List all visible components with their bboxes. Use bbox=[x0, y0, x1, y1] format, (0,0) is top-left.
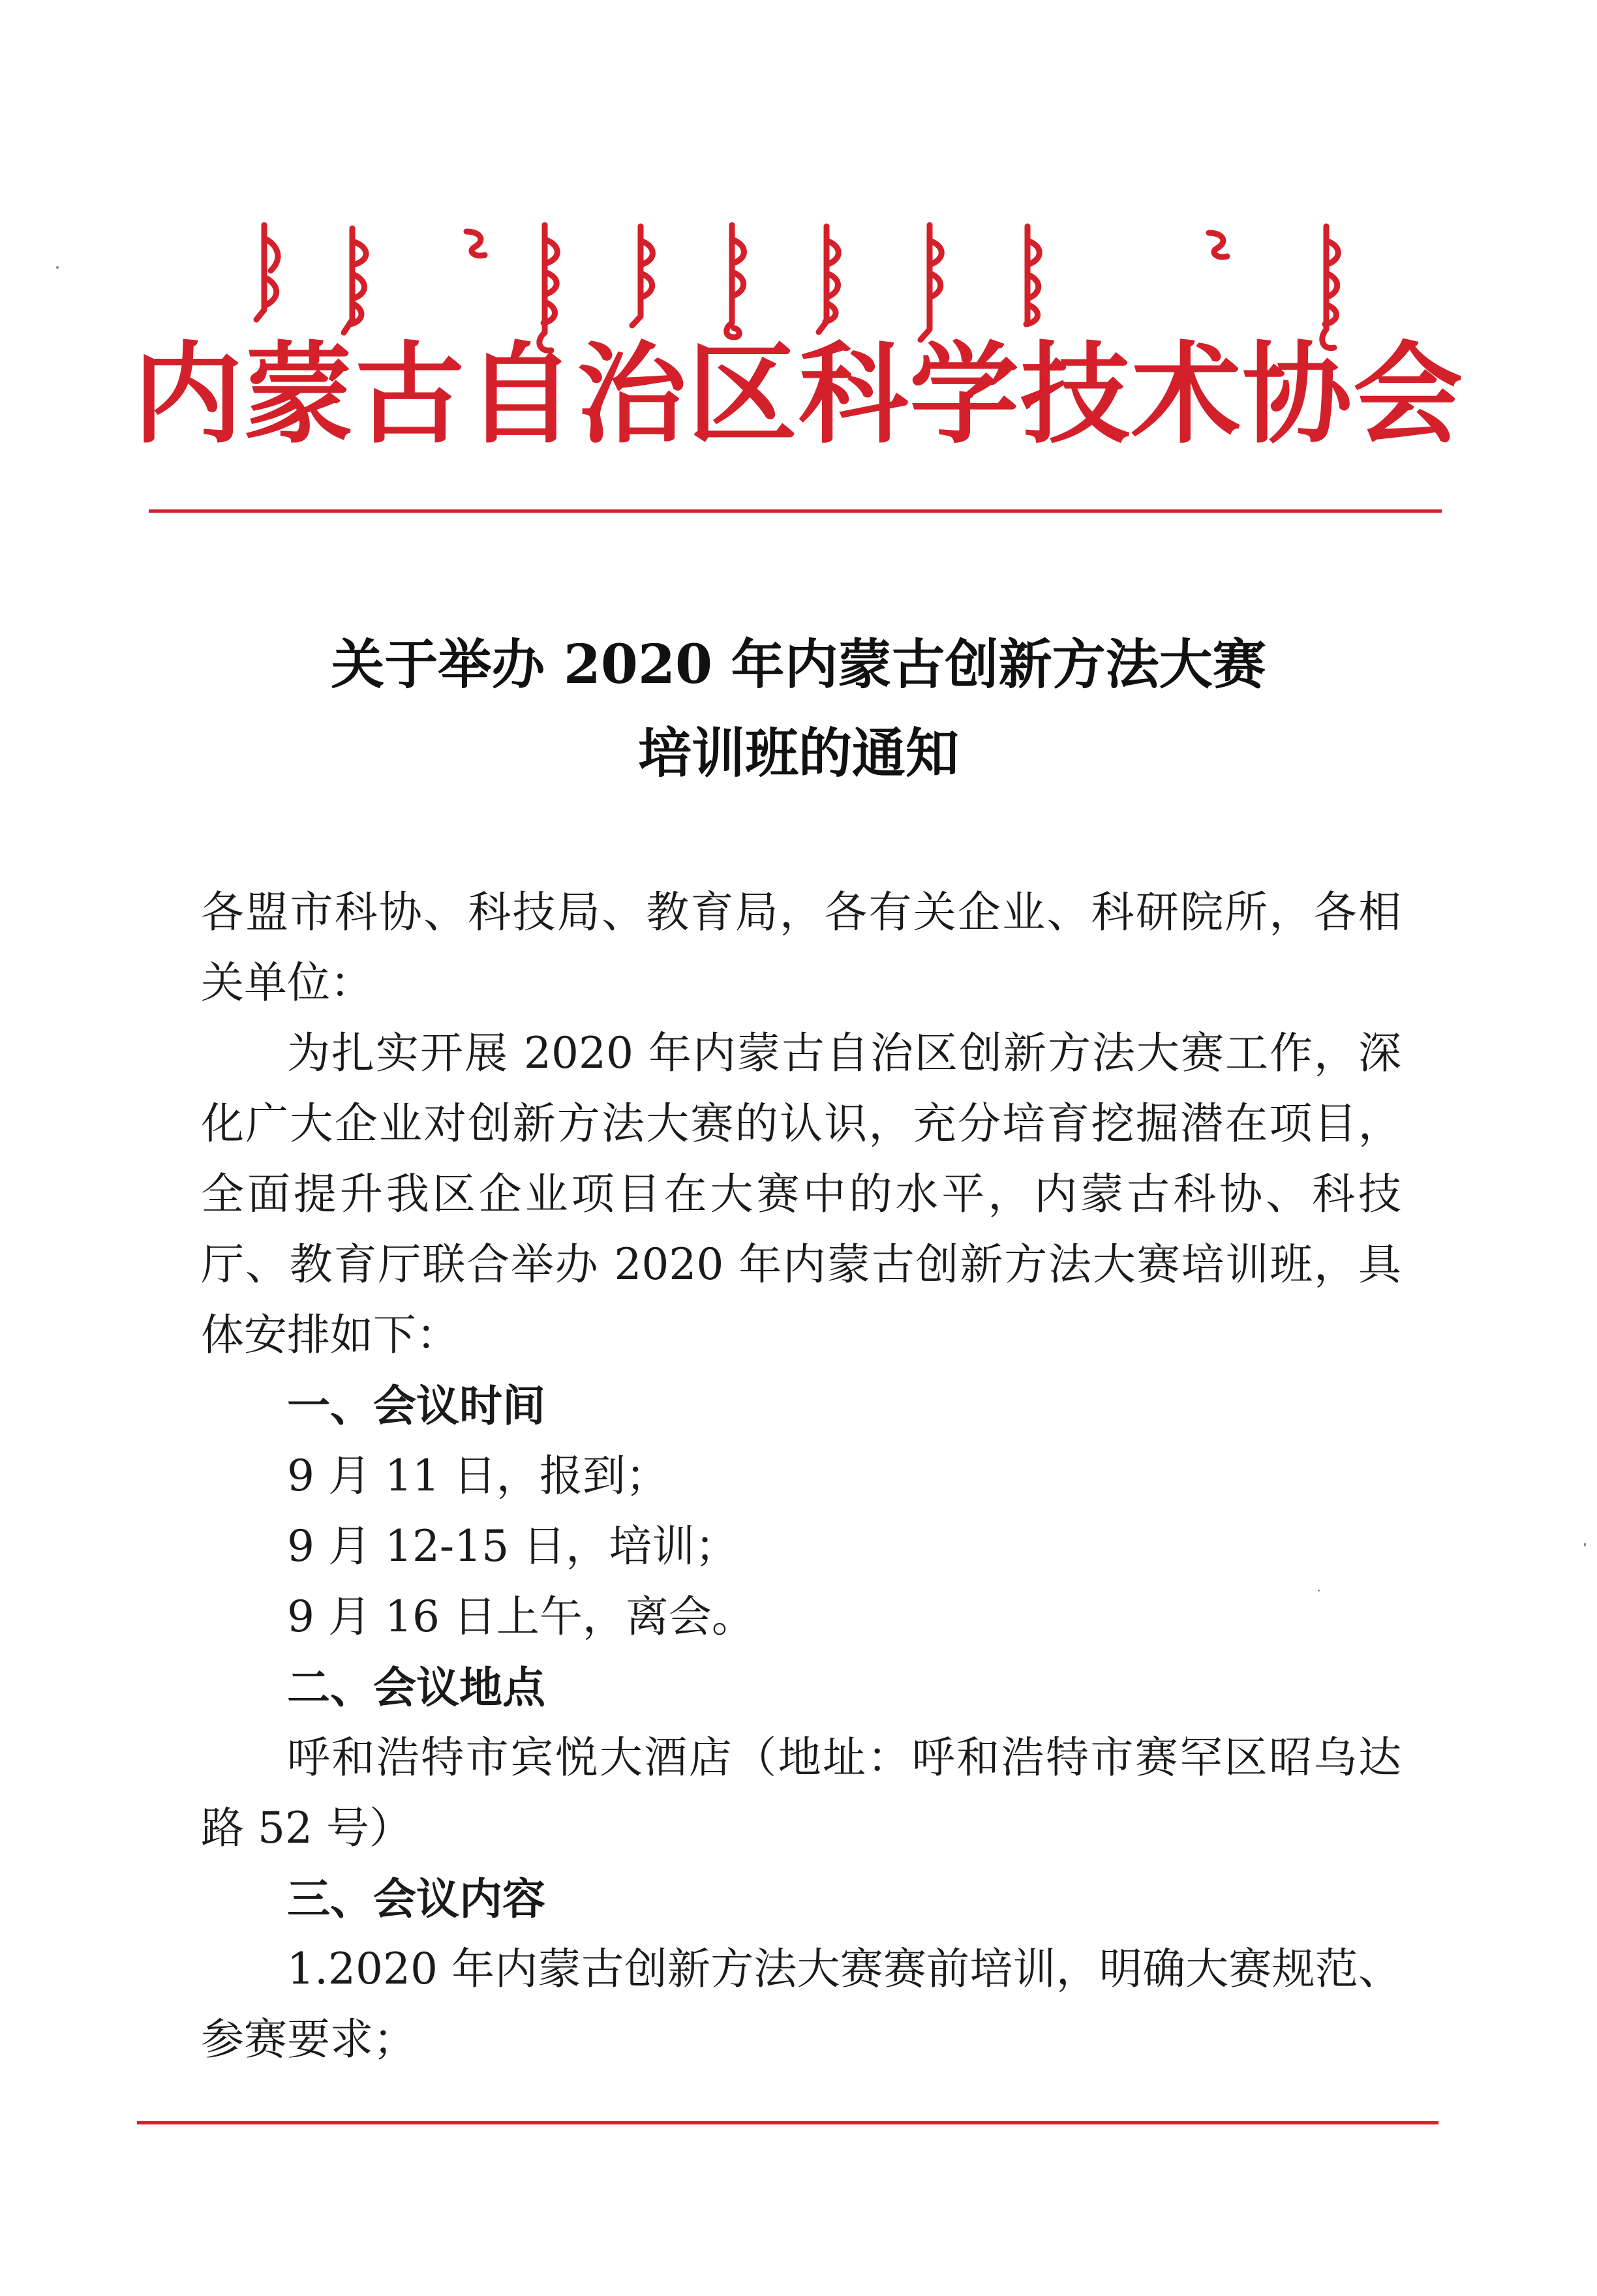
mongolian-word-10 bbox=[1209, 233, 1227, 257]
section-heading-content: 三、会议内容 bbox=[287, 1873, 545, 1924]
list-item: 呼和浩特市宾悦大酒店（地址：呼和浩特市赛罕区昭乌达路 52 号） bbox=[201, 1732, 1401, 1853]
mongolian-word-5 bbox=[632, 226, 652, 325]
organization-name: 内蒙古自治区科学技术协会 bbox=[133, 329, 1464, 459]
mongolian-word-2 bbox=[344, 228, 366, 333]
header-divider bbox=[149, 509, 1442, 513]
scan-speck bbox=[1584, 1543, 1586, 1547]
scan-speck bbox=[56, 266, 59, 269]
footer-divider bbox=[137, 2121, 1438, 2124]
mongolian-word-7 bbox=[819, 226, 838, 332]
scan-speck bbox=[1318, 1590, 1320, 1592]
list-item: 1.2020 年内蒙古创新方法大赛赛前培训，明确大赛规范、参赛要求； bbox=[201, 1944, 1401, 2064]
list-item: 9 月 16 日上午，离会。 bbox=[287, 1592, 755, 1642]
section-heading-time: 一、会议时间 bbox=[287, 1380, 545, 1431]
mongolian-word-9 bbox=[1026, 226, 1039, 324]
mongolian-word-6 bbox=[727, 225, 744, 337]
document-title-line-1: 关于举办 2020 年内蒙古创新方法大赛 bbox=[331, 633, 1266, 696]
mongolian-word-3 bbox=[466, 232, 485, 256]
document-body bbox=[201, 877, 1401, 2075]
document-title-line-2: 培训班的通知 bbox=[637, 722, 959, 785]
list-item: 9 月 12-15 日，培训； bbox=[287, 1521, 738, 1571]
mongolian-word-1 bbox=[256, 225, 278, 320]
section-heading-location: 二、会议地点 bbox=[287, 1662, 545, 1713]
intro-paragraph: 为扎实开展 2020 年内蒙古自治区创新方法大赛工作，深化广大企业对创新方法大赛的认识，充分培育挖掘潜在项目，全面提升我区企业项目在大赛中的水平，内蒙古科协、科技厅、教育厅联合举办 2020 年内蒙古创新方法大赛培训班，具体安排如下： bbox=[201, 1028, 1401, 1360]
mongolian-word-8 bbox=[920, 225, 941, 340]
salutation: 各盟市科协、科技局、教育局，各有关企业、科研院所，各相关单位： bbox=[201, 887, 1401, 1008]
list-item: 9 月 11 日，报到； bbox=[287, 1451, 669, 1501]
